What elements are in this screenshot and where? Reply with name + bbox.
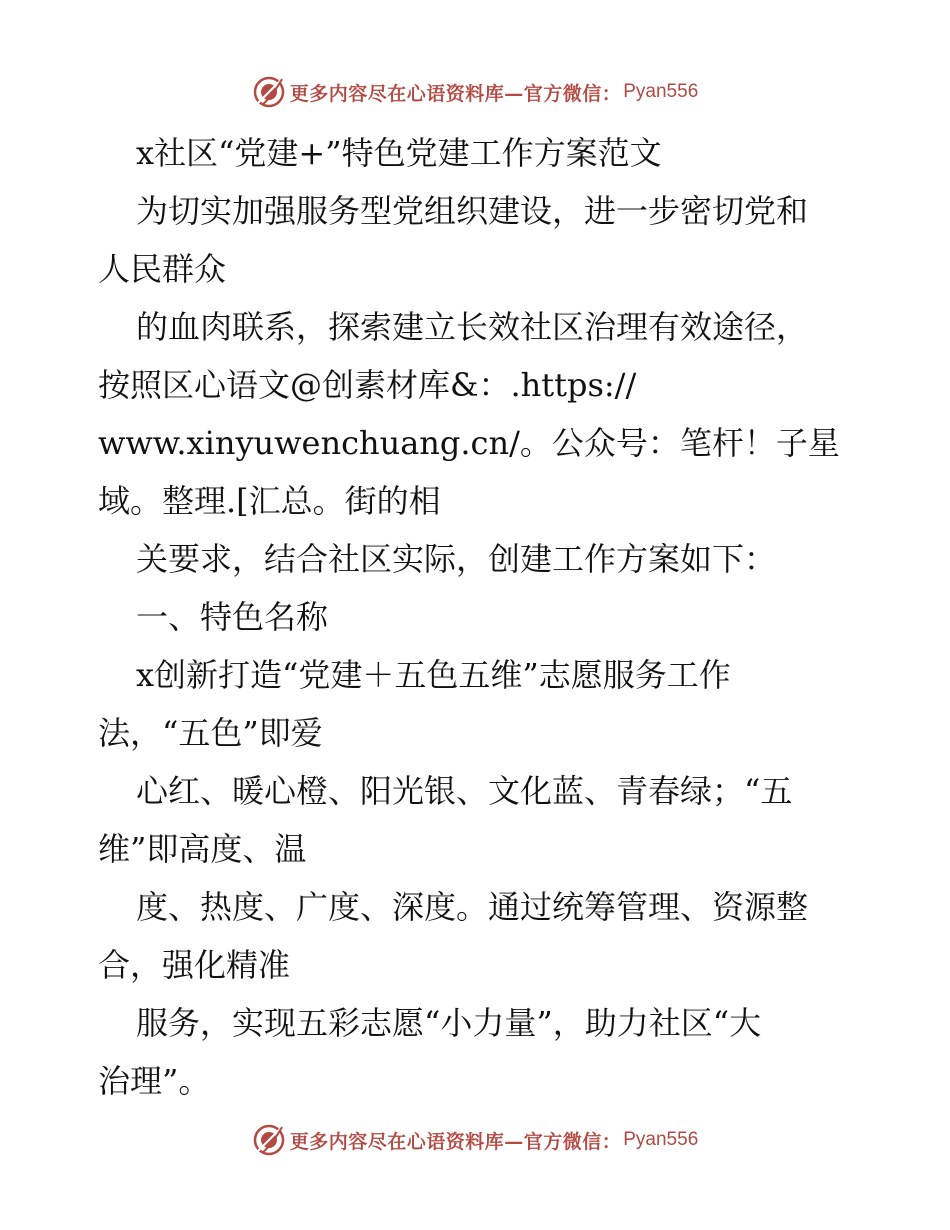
paragraph-line: 按照区心语文@创素材库&：.https:// <box>98 366 637 404</box>
paragraph-line: 治理”。 <box>98 1062 211 1100</box>
paragraph-line: 服务，实现五彩志愿“小力量”，助力社区“大 <box>136 1004 762 1042</box>
paragraph-line: 关要求，结合社区实际，创建工作方案如下： <box>136 540 777 578</box>
document-title: x社区“党建+”特色党建工作方案范文 <box>136 134 662 172</box>
paragraph-line: 合，强化精准 <box>98 946 291 984</box>
paragraph-line: 维”即高度、温 <box>98 830 307 868</box>
paragraph-line: 度、热度、广度、深度。通过统筹管理、资源整 <box>136 888 809 926</box>
header-banner <box>0 72 950 112</box>
section-heading: 一、特色名称 <box>136 598 329 636</box>
banner-text: 更多内容尽在心语资料库—官方微信： <box>289 1130 622 1153</box>
paragraph-line: 心红、暖心橙、阳光银、文化蓝、青春绿；“五 <box>136 772 793 810</box>
paragraph-line: 法，“五色”即爱 <box>98 714 323 752</box>
paragraph-line: 人民群众 <box>98 250 227 288</box>
paragraph-line: www.xinyuwenchuang.cn/。公众号：笔杆！子星 <box>98 424 840 462</box>
paragraph-line: 的血肉联系，探索建立长效社区治理有效途径， <box>136 308 809 346</box>
banner-text: 更多内容尽在心语资料库—官方微信： <box>289 82 622 105</box>
quill-logo-icon <box>252 75 286 109</box>
quill-logo-icon <box>252 1123 286 1157</box>
footer-banner <box>0 1120 950 1160</box>
wechat-id: Pyan556 <box>623 81 699 102</box>
paragraph-line: x创新打造“党建＋五色五维”志愿服务工作 <box>136 656 731 694</box>
paragraph-line: 为切实加强服务型党组织建设，进一步密切党和 <box>136 192 809 230</box>
wechat-id: Pyan556 <box>623 1129 699 1150</box>
paragraph-line: 域。整理.[汇总。街的相 <box>98 482 441 520</box>
document-body <box>98 124 858 1110</box>
